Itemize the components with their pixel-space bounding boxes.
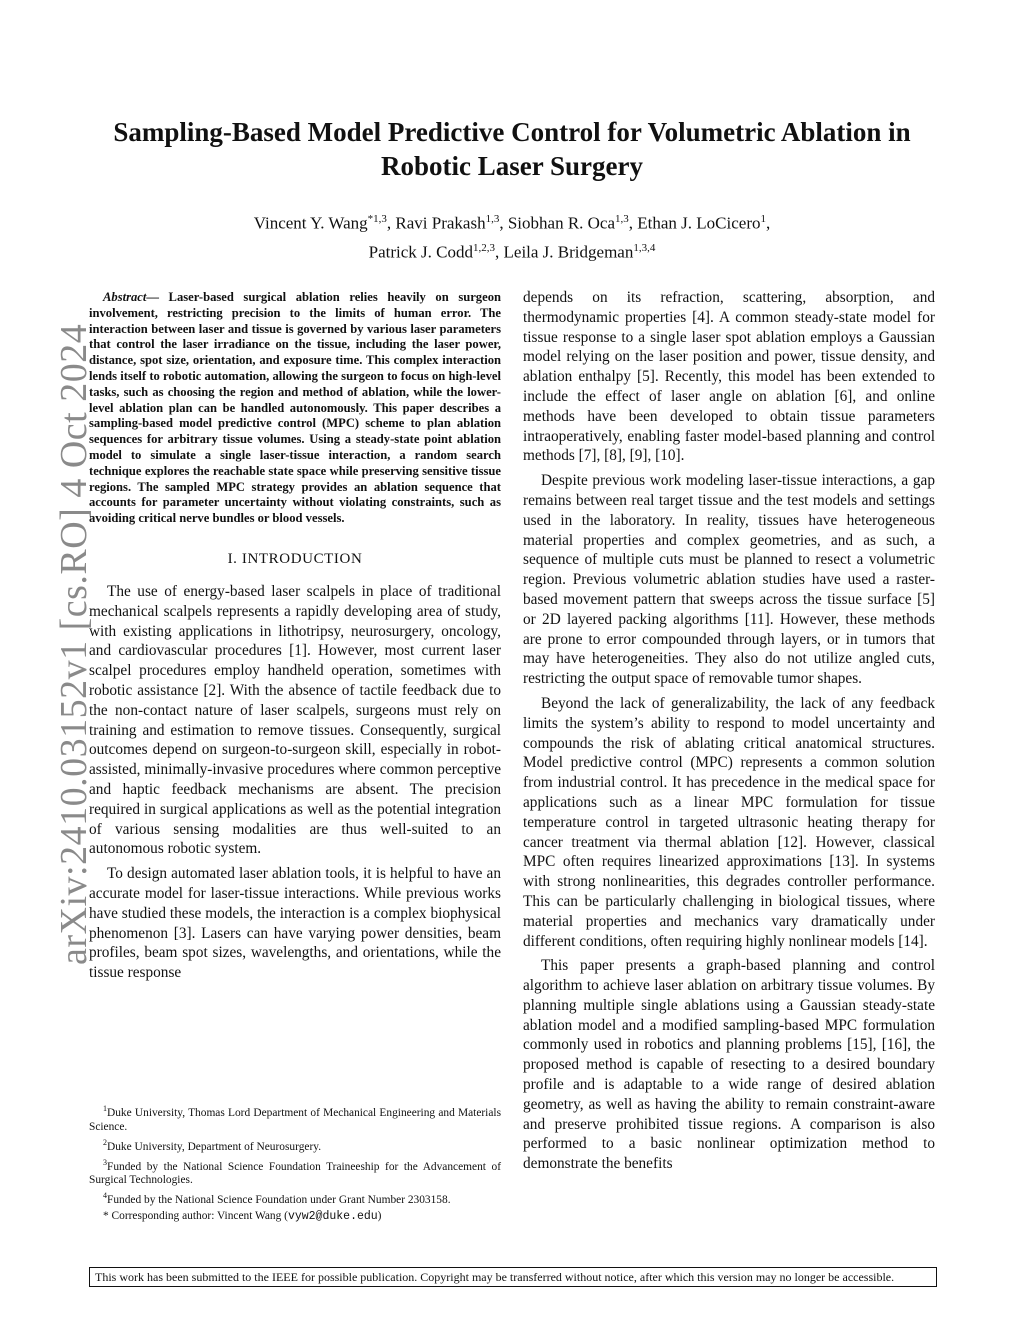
author-name: Vincent Y. Wang [253,213,368,233]
arxiv-identifier [2,323,95,965]
footnote: $^1$Duke University, Thomas Lord Department of Mechanical Engineering and Materials Science. [89,1104,501,1133]
corresponding-author-email[interactable]: vyw2@duke.edu [287,1210,378,1224]
author-line-2: Patrick J. Codd$^{1,2,3}$, Leila J. Bridgeman$^{1,3,4}$ [368,241,656,262]
paper-title: Sampling-Based Model Predictive Control for Volumetric Ablation in Robotic Laser Surgery [113,117,911,181]
arxiv-identifier-text: arXiv:2410.03152v1 [cs.RO] 4 Oct 2024 [53,323,95,965]
author-affiliation: 1,2,3 [473,241,496,254]
section-heading-introduction: I. INTRODUCTION [227,550,363,567]
abstract-text: — Laser-based surgical ablation relies heavily on surgeon involvement, restricting precision to the limits of human error. The interaction between laser and tissue is governed by various laser parameters that control the laser irradiance on the tissue, including the laser power, distance, spot size, orientation, and exposure time. This complex interaction lends itself to robotic automation, allowing the surgeon to focus on high-level tasks, such as choosing the region and method of ablation, while the lower-level ablation plan can be handled autonomously. This paper describes a sampling-based model predictive control (MPC) scheme to plan ablation sequences for arbitrary tissue volumes. Using a steady-state point ablation model to simulate a single laser-tissue interaction, a random search technique explores the reachable state space while preserving sensitive tissue regions. The sampled MPC strategy provides an ablation sequence that accounts for parameter uncertainty without violating constraints, such as avoiding critical nerve bundles or blood vessels. [89,290,501,526]
body-paragraph: Beyond the lack of generalizability, the lack of any feedback limits the system’s ability to respond to model uncertainty and compounds the risk of ablating critical anatomical structures. Model predictive control (MPC) represents a common solution from industrial control. It has precedence in the medical space for applications such as a linear MPC formulation for tissue temperature control in targeted ultrasonic heating therapy for cancer treatment via thermal ablation [12]. However, classical MPC often requires linearized approximations [13]. In systems with strong nonlinearities, this degrades controller performance. This can be particularly challenging in biological tissues, where material properties and mechanics vary dramatically under different conditions, often requiring highly nonlinear models [14]. [523,694,935,950]
footnote: $^3$Funded by the National Science Foundation Traineeship for the Advancement of Surgical Technologies. [89,1157,501,1187]
footnote: $^2$Duke University, Department of Neurosurgery. [103,1137,322,1153]
footnotes [89,1102,501,1226]
body-paragraph-continued: depends on its refraction, scattering, absorption, and thermodynamic properties [4]. A common steady-state model for tissue response to a single laser spot ablation employs a Gaussian model relying on the laser position and power, tissue density, and ablation enthalpy [5]. Recently, this model has been extended to include the effect of laser angle on ablation [6], and online methods have been developed to obtain tissue parameters intraoperatively, enabling faster model-based planning and control methods [7], [8], [9], [10]. [523,289,935,465]
author-name: Ravi Prakash [395,213,486,233]
author-affiliation: 1,3,4 [633,241,656,254]
abstract-label: Abstract [103,290,147,304]
author-affiliation: *1,3 [367,213,387,225]
author-name: Siobhan R. Oca [507,213,616,233]
right-column [523,288,935,1179]
author-affiliation: 1 [760,213,766,225]
left-column [89,290,501,988]
body-paragraph: Despite previous work modeling laser-tissue interactions, a gap remains between real target tissue and the test models and settings used in the laboratory. In reality, tissues have heterogeneous material properties and complex geometries, and as such, a sequence of multiple cuts must be planned to resect a volumetric region. Previous volumetric ablation studies have used a raster-based movement pattern that sweeps across the tissue surface [5] or 2D layered packing algorithms [11]. However, these methods are prone to error compounded through layers, or in tumors that may have heterogeneities. They also do not utilize angled cuts, restricting the output space of removable tumor shapes. [523,472,935,688]
author-affiliation: 1,3 [485,213,500,225]
body-paragraph: This paper presents a graph-based planning and control algorithm to achieve laser ablation on arbitrary tissue volumes. By planning multiple single ablations using a Gaussian steady-state ablation model and a modified sampling-based MPC formulation commonly used in robotics and planning problems [15], [16], the proposed method is capable of resecting to a desired boundary profile and is adaptable to a wide range of desired ablation geometry, as well as having the ability to remain constraint-aware and preserve prohibited tissue regions. A comparison is also performed to a basic nonlinear optimization method to demonstrate the benefits [523,957,935,1173]
corresponding-author-note: * Corresponding author: Vincent Wang (vyw2@duke.edu) [103,1210,382,1224]
author-affiliation: 1,3 [615,213,629,225]
author-name: Leila J. Bridgeman [503,242,634,262]
author-name: Ethan J. LoCicero [637,213,761,233]
author-line-1: Vincent Y. Wang$^{*1,3}$, Ravi Prakash$^{1,3}$, Siobhan R. Oca$^{1,3}$, Ethan J. LoCicero$^1$, [253,213,771,233]
body-paragraph: To design automated laser ablation tools, it is helpful to have an accurate model for laser-tissue interactions. While previous works have studied these models, the interaction is a complex biophysical phenomenon [3]. Lasers can have varying power densities, beam profiles, beam spot sizes, wavelengths, and orientations, while the tissue response [89,865,501,982]
author-list [80,207,944,264]
abstract [89,290,501,527]
body-paragraph: The use of energy-based laser scalpels in place of traditional mechanical scalpels represents a rapidly developing area of study, with existing applications in lithotripsy, neurosurgery, oncology, and cardiovascular procedures [1]. However, most current laser scalpel procedures employ handheld operation, sometimes with robotic assistance [2]. With the absence of tactile feedback due to the non-contact nature of laser scalpels, surgeons must rely on training and estimation to remove tissues. Consequently, surgical outcomes depend on surgeon-to-surgeon skill, especially in robot-assisted, minimally-invasive procedures where common perceptive and haptic feedback mechanisms are absent. The precision required in surgical applications as well as the potential integration of various sensing modalities are thus well-suited to an autonomous robotic system. [89,582,501,858]
footnote: $^4$Funded by the National Science Foundation under Grant Number 2303158. [103,1191,451,1207]
author-name: Patrick J. Codd [368,242,474,262]
copyright-notice: This work has been submitted to the IEEE for possible publication. Copyright may be transferred without notice, after which this version may no longer be accessible. [89,1267,937,1287]
